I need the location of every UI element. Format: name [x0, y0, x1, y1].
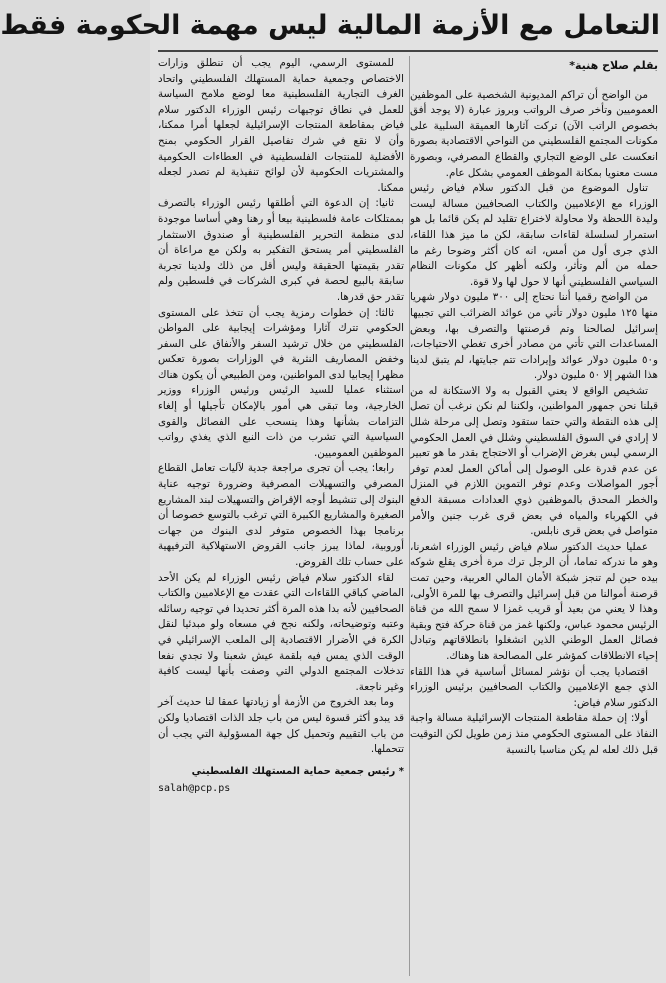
- article-paragraph: أولا: إن حملة مقاطعة المنتجات الإسرائيلية مسالة واجبة النفاذ على المستوى الحكومي منذ زمن طويل لكن التوقيت قبل ذلك لعله لم يكن مناسبا بالنسبة: [410, 712, 658, 756]
- article-paragraph: لقاء الدكتور سلام فياض رئيس الوزراء لم يكن الأحد الماضي كباقي اللقاءات التي عقدت مع الإعلاميين والكتاب الصحافيين لأنه بدا هذه المرة أكثر تحديدا في توجيه رسائله وعتبه وتوضيحاته، ولكنه نجح في مسعاه ولو مبدئيا لنقل الكرة في الأضرار الاقتصادية إلى الملعب الإسرائيلي في الوقت الذي يمس فيه بلقمة عيش شعبنا ولا تجدي نفعا تدخلات المجتمع الدولي التي وصفت بأنها ليست كافية وغير ناجعة.: [158, 571, 404, 693]
- article-column-left: [158, 56, 404, 980]
- column-divider: [409, 56, 410, 976]
- article-paragraph: من الواضح أن تراكم المديونية الشخصية على الموظفين العموميين وتأخر صرف الرواتب وبروز عبارة (لا يوجد أفق بخصوص الراتب الآن) تركت آثارها العميقة السلبية على مكونات المجتمع الفلسطيني من النواحي الاقتصادية بصورة انعكست على الوضع التجاري والقطاع المصرفي، وبصورة مست معنويا بمكانة الموظف العمومي بشكل عام.: [410, 88, 658, 179]
- article-paragraph: اقتصاديا يجب أن نؤشر لمسائل أساسية في هذا اللقاء الذي جمع الإعلاميين والكتاب الصحافيين برئيس الوزراء الدكتور سلام فياض:: [410, 665, 658, 709]
- article-paragraph: من الواضح رقميا أننا نحتاج إلى ٣٠٠ مليون دولار شهريا منها ١٢٥ مليون دولار تأتي من عوائد الضرائب التي تجبيها إسرائيل لصالحنا وتم قرصنتها والتصرف بها، وبعض المساعدات التي تأتي من مصادر أخرى تغطي الاحتياجات، و٥٠ مليون دولار عوائد وإيرادات تتم جبايتها، لم يتبق لدينا هذا الشهر إلا ٥٠ مليون دولار.: [410, 291, 658, 382]
- article-paragraph: تشخيص الواقع لا يعني القبول به ولا الاستكانة له من قبلنا نحن جمهور المواطنين، ولكننا لم نكن نرغب أن تصل إلى هذه النقطة والتي حتما ستقود وتصل إلى مرحلة شلل لا إرادي في السوق الفلسطيني وشلل في العمل الحكومي الرسمي ليس بغرض الإضراب أو الاحتجاج بقدر ما هو تعبير عن عدم قدرة على الوصول إلى أماكن العمل لعدم توفر أجور المواصلات وعدم توفر التموين اللازم في المنزل والخطر المحدق بالموظفين ذوي العدادات مسبقة الدفع في الكهرباء والمياه في بعض قرى غرب جنين والأمر متواصل في بعض قرى نابلس.: [410, 384, 658, 538]
- article-paragraph: تناول الموضوع من قبل الدكتور سلام فياض رئيس الوزراء مع الإعلاميين والكتاب الصحافيين مسالة ليست وليدة اللحظة ولا محاولة لاختراع تقليد لم يكن قائما بل هو استمرار لسلسلة لقاءات سابقة، لكن ما ميز هذا اللقاء، الذي جرى أول من أمس، انه كان أكثر وضوحا رغم ما حمله من ألم وتأثر، ولكنه أظهر كل مكونات النظام السياسي الفلسطيني أنها لا حول لها ولا قوة.: [410, 182, 658, 288]
- author-email: salah@pcp.ps: [158, 783, 231, 795]
- article-paragraph: وما بعد الخروج من الأزمة أو زيادتها عمقا لنا حديث آخر قد يبدو أكثر قسوة ليس من باب جلد الذات اقتصاديا ولكن من باب التقييم وتحميل كل جهة المسؤولية التي يجب أن تتحملها.: [158, 696, 404, 756]
- article-paragraph: ثانيا: إن الدعوة التي أطلقها رئيس الوزراء بالتصرف بممتلكات عامة فلسطينية بيعا أو رهنا وهي أساسا موجودة لدى منظمة التحرير الفلسطينية أو صندوق الاستثمار الفلسطيني أمر يستحق التفكير به ولكن مع مراعاة أن تقدر بقيمتها الحقيقة وليس أقل من ذلك ولدينا تجربة سابقة بالبيع لحصة في كبرى الشركات في فلسطين ولم تقدر حق قدرها.: [158, 197, 404, 303]
- author-note: * رئيس جمعية حماية المستهلك الفلسطيني: [191, 765, 404, 777]
- article-column-right: [410, 56, 658, 980]
- article-headline: التعامل مع الأزمة المالية ليس مهمة الحكومة فقط: [0, 10, 660, 41]
- article-paragraph: رابعا: يجب أن تجرى مراجعة جدية لآليات تعامل القطاع المصرفي والتسهيلات المصرفية وضرورة توجيه عناية البنوك إلى تنشيط أوجه الإقراض والتسهيلات لبند المشاريع الصغيرة والمشاريع الكبيرة التي ترغب بالتوسع خصوصا أن برنامجا بهذا الخصوص متوفر لدى البنوك من جهات أوروبية، لماذا يبرز جانب القروض الاستهلاكية الترفيهية على حساب تلك القروض.: [158, 462, 404, 568]
- article-paragraph: عمليا حديث الدكتور سلام فياض رئيس الوزراء اشعرنا، وهو ما ندركه تماما، أن الرجل ترك مرة أخرى يقلع شوكه بيده حين لم تنجز شبكة الأمان المالي العربية، وحين تمت قرصنة أموالنا من قبل إسرائيل والتصرف بها للمرة الأولى، وهذا لا يعني من بعيد أو قريب غمزا لا سمح الله من قناة الرئيس محمود عباس، ولكنها غمز من قناة حركة فتح وبقية فصائل العمل الوطني الذين انشغلوا بانطلاقاتهم وتبادل إحياء الانطلاقات كمؤشر على المصالحة هنا وهناك.: [410, 540, 658, 662]
- article-paragraph: للمستوى الرسمي، اليوم يجب أن تنطلق وزارات الاختصاص وجمعية حماية المستهلك الفلسطيني واتحاد الغرف التجارية الفلسطينية معا لوضع ملامح السياسة للعمل في نطاق توجيهات رئيس الوزراء الدكتور سلام فياض بمقاطعة المنتجات الإسرائيلية لجعلها أمرا ممكنا، وأن لا نقع في شرك تفاصيل القرار الحكومي بمنح الأفضلية للمنتجات الفلسطينية في العطاءات الحكومية والمشتريات الحكومية لأن لوائح تنفيذية لم تصدر لجعله ممكنا.: [158, 57, 404, 194]
- article-paragraph: ثالثا: إن خطوات رمزية يجب أن تتخذ على المستوى الحكومي تترك آثارا ومؤشرات إيجابية على المواطن الفلسطيني من خلال ترشيد السفر والأنفاق على السفر وخفض المصاريف النثرية في الوزارات بصورة تعكس مظهرا إيجابيا لدى المواطنين، ومن الطبيعي أن يكون هناك استثناء عمليا للسيد الرئيس ورئيس الوزراء ووزير الخارجية، وما تبقى هي أمور بالإمكان تأجيلها أو إلغاء التزامات بشأنها وهذا ينسحب على الفصائل والقوى السياسية التي تشرب من ذات النبع الذي يغذي رواتب الموظفين العموميين.: [158, 306, 404, 459]
- article-byline: بقلم صلاح هنية*: [569, 59, 658, 72]
- headline-rule: [158, 50, 658, 52]
